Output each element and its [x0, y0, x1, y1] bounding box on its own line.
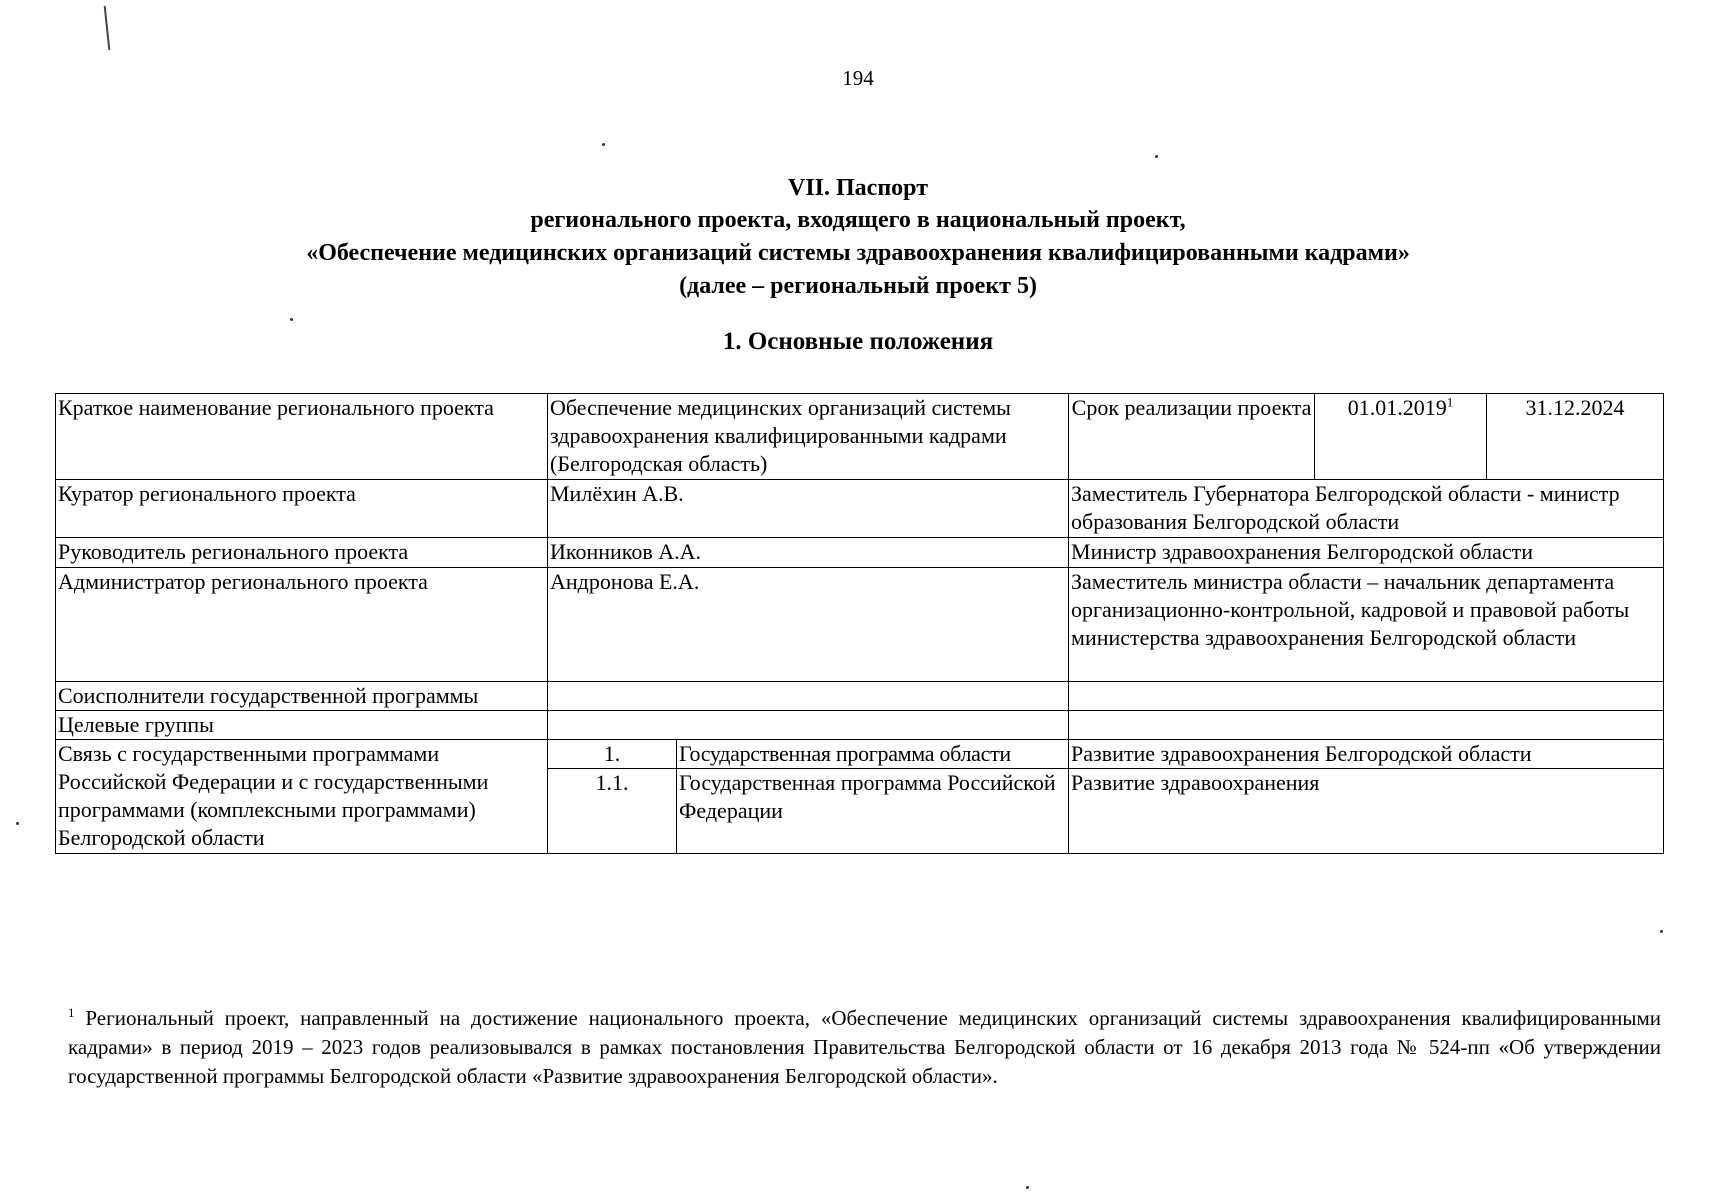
document-subtitle: регионального проекта, входящего в национальный проект, [530, 207, 1186, 233]
table-row [56, 740, 1664, 769]
program-type: Государственная программа Российской Федерации [677, 769, 1069, 854]
row-label: Соисполнители государственной программы [56, 682, 548, 711]
page-number: 194 [842, 66, 874, 90]
target-groups-extra [1069, 711, 1664, 740]
table-row [56, 711, 1664, 740]
footnote-ref: 1 [1446, 394, 1454, 410]
table-row [56, 538, 1664, 568]
scan-artifact [290, 318, 293, 321]
row-label: Целевые группы [56, 711, 548, 740]
term-label: Срок реализации проекта [1069, 394, 1315, 480]
scan-artifact [16, 822, 19, 825]
table-row [56, 568, 1664, 682]
program-number: 1.1. [548, 769, 677, 854]
footnote-text: Региональный проект, направленный на достижение национального проекта, «Обеспечение медицинских организаций системы здравоохранения квалифицированными кадрами» в период 2019 – 2023 годов реализовывался в рамках постановления Правительства Белгородской области от 16 декабря 2013 года № 524-пп «Об утверждении государственной программы Белгородской области «Развитие здравоохранения Белгородской области». [68, 1006, 1661, 1088]
row-label: Администратор регионального проекта [56, 568, 548, 682]
project-full-name: «Обеспечение медицинских организаций системы здравоохранения квалифицированными кадрами» [306, 240, 1410, 266]
scan-artifact [104, 6, 111, 50]
scan-artifact [1026, 1186, 1029, 1189]
footnote [68, 1004, 1661, 1091]
co-executors-extra [1069, 682, 1664, 711]
start-date-cell [1315, 394, 1487, 480]
leader-name: Иконников А.А. [548, 538, 1069, 568]
target-groups-value [548, 711, 1069, 740]
footnote-marker: 1 [68, 1005, 75, 1020]
scan-artifact [602, 143, 605, 146]
table-row [56, 682, 1664, 711]
program-type: Государственная программа области [677, 740, 1069, 769]
row-label: Куратор регионального проекта [56, 480, 548, 538]
table-row [56, 480, 1664, 538]
curator-name: Милёхин А.В. [548, 480, 1069, 538]
row-label: Связь с государственными программами Российской Федерации и с государственными программами (комплексными программами) Белгородской области [56, 740, 548, 854]
project-short-name: (далее – региональный проект 5) [679, 273, 1037, 299]
program-number: 1. [548, 740, 677, 769]
scan-artifact [1660, 930, 1663, 933]
section-title: 1. Основные положения [722, 328, 994, 355]
end-date: 31.12.2024 [1487, 394, 1664, 480]
passport-table [55, 393, 1664, 854]
program-name: Развитие здравоохранения [1069, 769, 1664, 854]
administrator-name: Андронова Е.А. [548, 568, 1069, 682]
row-label: Руководитель регионального проекта [56, 538, 548, 568]
program-name: Развитие здравоохранения Белгородской области [1069, 740, 1664, 769]
scan-artifact [1155, 155, 1158, 158]
start-date: 01.01.2019 [1347, 395, 1447, 420]
document-title: VII. Паспорт [788, 175, 928, 201]
project-short-name-value: Обеспечение медицинских организаций системы здравоохранения квалифицированными кадрами (Белгородская область) [548, 394, 1069, 480]
administrator-position: Заместитель министра области – начальник департамента организационно-контрольной, кадровой и правовой работы министерства здравоохранения Белгородской области [1069, 568, 1664, 682]
row-label: Краткое наименование регионального проекта [56, 394, 548, 480]
curator-position: Заместитель Губернатора Белгородской области - министр образования Белгородской области [1069, 480, 1664, 538]
co-executors-value [548, 682, 1069, 711]
leader-position: Министр здравоохранения Белгородской области [1069, 538, 1664, 568]
table-row [56, 394, 1664, 480]
